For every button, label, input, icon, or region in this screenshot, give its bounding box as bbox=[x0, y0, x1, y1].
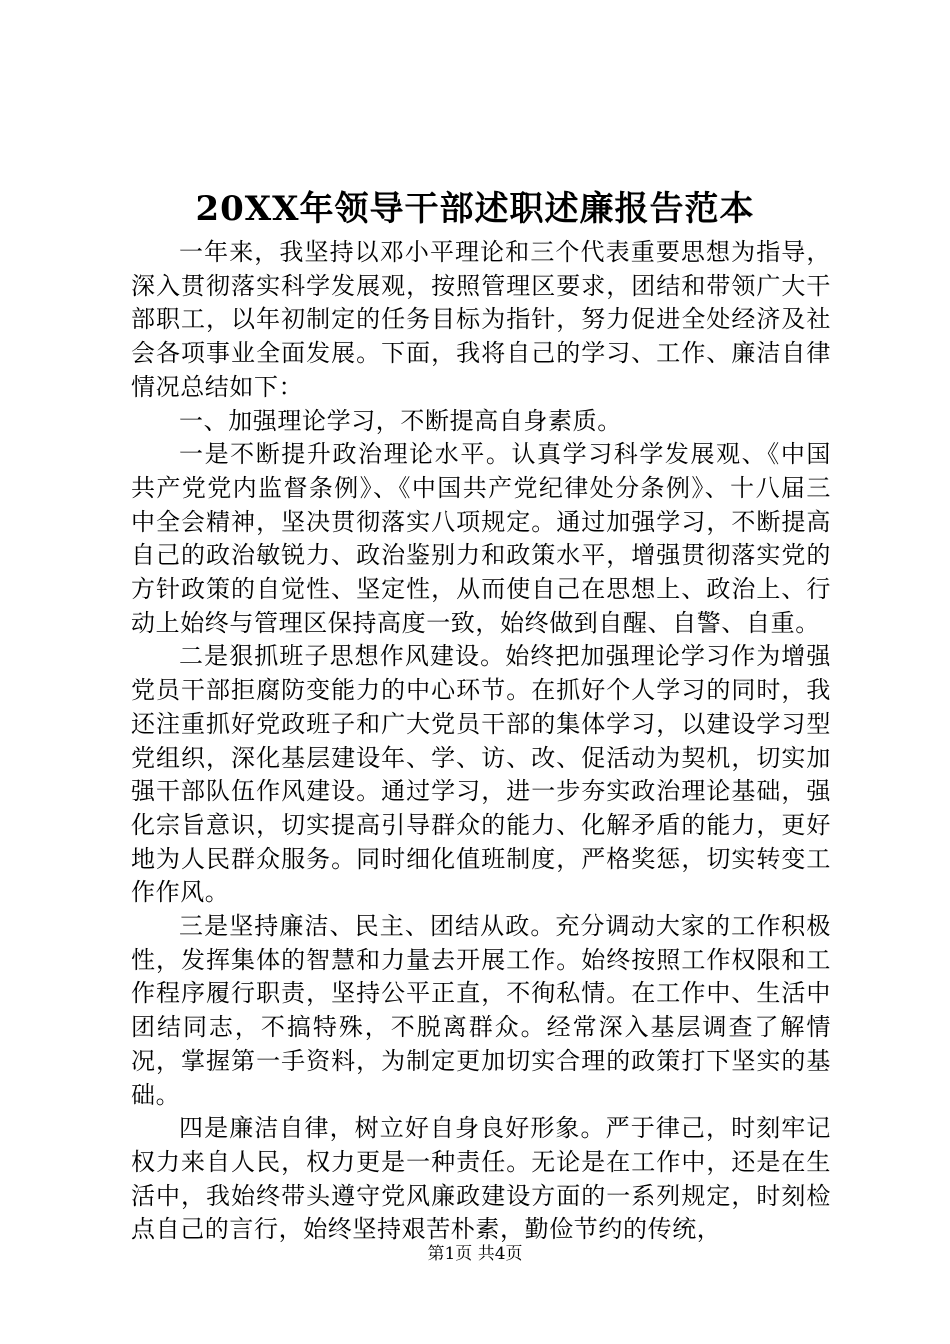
paragraph-section-heading: 一、加强理论学习，不断提高自身素质。 bbox=[179, 406, 622, 435]
paragraph-point-1: 一是不断提升政治理论水平。认真学习科学发展观、《中国共产党党内监督条例》、《中国共产党纪律处分条例》、十八届三中全会精神，坚决贯彻落实八项规定。通过加强学习，不断提高自己的政治敏锐力、政治鉴别力和政策水平，增强贯彻落实党的方针政策的自觉性、坚定性，从而使自己在思想上、政治上、行动上始终与管理区保持高度一致，始终做到自醒、自警、自重。 bbox=[131, 440, 831, 637]
paragraph-point-2: 二是狠抓班子思想作风建设。始终把加强理论学习作为增强党员干部拒腐防变能力的中心环节。在抓好个人学习的同时，我还注重抓好党政班子和广大党员干部的集体学习，以建设学习型党组织，深化基层建设年、学、访、改、促活动为契机，切实加强干部队伍作风建设。通过学习，进一步夯实政治理论基础，强化宗旨意识，切实提高引导群众的能力、化解矛盾的能力，更好地为人民群众服务。同时细化值班制度，严格奖惩，切实转变工作作风。 bbox=[131, 642, 831, 907]
document-body bbox=[131, 236, 831, 1247]
paragraph-point-4: 四是廉洁自律，树立好自身良好形象。严于律己，时刻牢记权力来自人民，权力更是一种责任。无论是在工作中，还是在生活中，我始终带头遵守党风廉政建设方面的一系列规定，时刻检点自己的言行，始终坚持艰苦朴素，勤俭节约的传统， bbox=[131, 1114, 831, 1244]
paragraph-intro: 一年来，我坚持以邓小平理论和三个代表重要思想为指导，深入贯彻落实科学发展观，按照管理区要求，团结和带领广大干部职工，以年初制定的任务目标为指针，努力促进全处经济及社会各项事业全面发展。下面，我将自己的学习、工作、廉洁自律情况总结如下： bbox=[131, 238, 831, 401]
page-number-footer: 第1页 共4页 bbox=[427, 1244, 523, 1264]
paragraph-point-3: 三是坚持廉洁、民主、团结从政。充分调动大家的工作积极性，发挥集体的智慧和力量去开展工作。始终按照工作权限和工作程序履行职责，坚持公平正直，不徇私情。在工作中、生活中团结同志，不搞特殊，不脱离群众。经常深入基层调查了解情况，掌握第一手资料，为制定更加切实合理的政策打下坚实的基础。 bbox=[131, 912, 831, 1109]
document-title: 20XX年领导干部述职述廉报告范本 bbox=[195, 189, 755, 229]
